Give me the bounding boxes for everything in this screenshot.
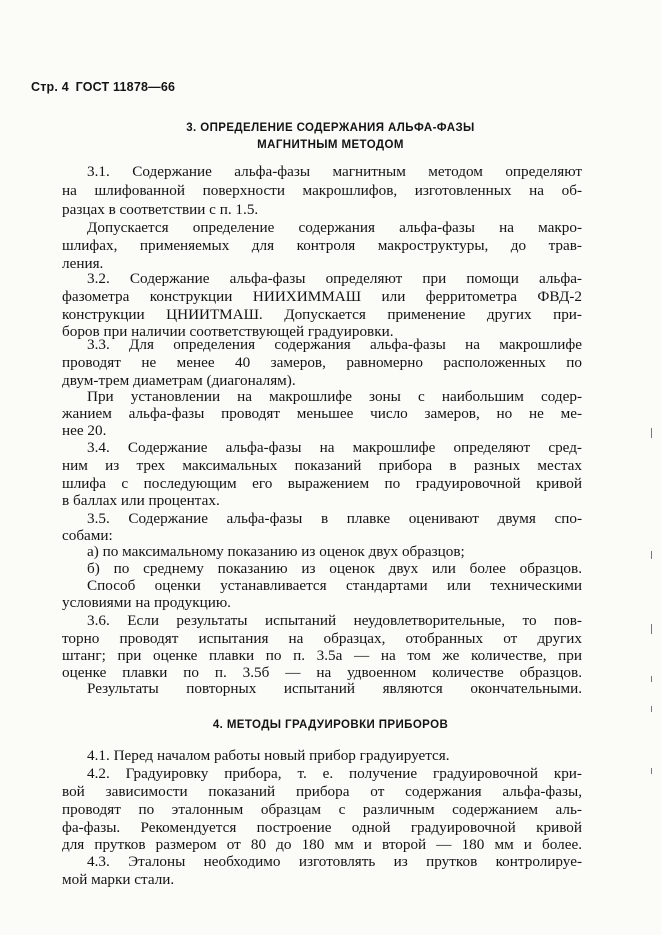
text-line: жанием альфа-фазы проводят меньшее число замеров, но не ме-	[62, 405, 582, 422]
scan-mark	[651, 551, 652, 559]
text-line: 3.3. Для определения содержания альфа-фазы на макрошлифе	[87, 336, 582, 353]
text-line: на шлифованной поверхности макрошлифов, изготовленных на об-	[62, 182, 582, 199]
text-line: 4.2. Градуировку прибора, т. е. получение градуировочной кри-	[87, 765, 582, 782]
text-line: проводят не менее 40 замеров, равномерно расположенных по	[62, 354, 582, 371]
text-line: шлифа с последующим его выражением по градуировочной кривой	[62, 475, 582, 492]
standard-code: ГОСТ 11878—66	[75, 80, 176, 94]
text-line: для прутков размером от 80 до 180 мм и второй — 180 мм и более.	[62, 836, 582, 853]
text-line: нее 20.	[62, 422, 107, 439]
section-3-title-line-2: МАГНИТНЫМ МЕТОДОМ	[257, 139, 404, 151]
text-line: 4.1. Перед началом работы новый прибор градуируется.	[87, 747, 450, 764]
text-line: торно проводят испытания на образцах, отобранных от других	[62, 630, 582, 647]
text-line: 3.2. Содержание альфа-фазы определяют при помощи альфа-	[87, 270, 582, 287]
text-line: фазометра конструкции НИИХИММАШ или ферритометра ФВД-2	[62, 288, 582, 305]
text-line: двум-трем диаметрам (диагоналям).	[62, 372, 296, 389]
text-line: боров при наличии соответствующей градуировки.	[62, 323, 394, 340]
scan-mark	[651, 428, 652, 438]
text-line: Способ оценки устанавливается стандартами или техническими	[87, 577, 582, 594]
text-line: конструкции ЦНИИТМАШ. Допускается применение других при-	[62, 306, 582, 323]
section-4-title: 4. МЕТОДЫ ГРАДУИРОВКИ ПРИБОРОВ	[212, 719, 449, 731]
text-line: ления.	[62, 255, 104, 272]
scan-mark	[651, 676, 652, 682]
section-3-title-line-1: 3. ОПРЕДЕЛЕНИЕ СОДЕРЖАНИЯ АЛЬФА-ФАЗЫ	[186, 122, 475, 134]
text-line: штанг; при оценке плавки по п. 3.5а — на том же количестве, при	[62, 647, 582, 664]
text-line: 3.6. Если результаты испытаний неудовлетворительные, то пов-	[87, 612, 582, 629]
text-line: Результаты повторных испытаний являются окончательными.	[87, 680, 582, 697]
text-line: Допускается определение содержания альфа-фазы на макро-	[87, 219, 582, 236]
text-line: вой зависимости показаний прибора от содержания альфа-фазы,	[62, 783, 582, 800]
text-line: 3.5. Содержание альфа-фазы в плавке оценивают двумя спо-	[87, 510, 582, 527]
text-line: 3.1. Содержание альфа-фазы магнитным методом определяют	[87, 163, 582, 180]
text-line: собами:	[62, 527, 113, 544]
text-line: 4.3. Эталоны необходимо изготовлять из прутков контролируе-	[87, 853, 582, 870]
text-line: шлифах, применяемых для контроля макроструктуры, до трав-	[62, 237, 582, 254]
scan-mark	[651, 706, 652, 712]
text-line: мой марки стали.	[62, 871, 175, 888]
text-line: б) по среднему показанию из оценок двух или более образцов.	[87, 560, 582, 577]
text-line: условиями на продукцию.	[62, 594, 231, 611]
scan-mark	[651, 768, 652, 774]
text-line: При установлении на макрошлифе зоны с наибольшим содер-	[87, 388, 582, 405]
text-line: в баллах или процентах.	[62, 492, 220, 509]
text-line: фа-фазы. Рекомендуется построение одной градуировочной кривой	[62, 819, 582, 836]
text-line: ним из трех максимальных показаний прибора в разных местах	[62, 457, 582, 474]
page-header	[31, 80, 178, 94]
text-line: проводят по эталонным образцам с различным содержанием аль-	[62, 801, 582, 818]
scan-mark	[651, 624, 652, 634]
text-line: разцах в соответствии с п. 1.5.	[62, 201, 259, 218]
text-line: оценке плавки по п. 3.5б — на удвоенном количестве образцов.	[62, 664, 582, 681]
page-number: Стр. 4	[31, 80, 69, 94]
text-line: 3.4. Содержание альфа-фазы на макрошлифе определяют сред-	[87, 439, 582, 456]
text-line: а) по максимальному показанию из оценок двух образцов;	[87, 543, 465, 560]
